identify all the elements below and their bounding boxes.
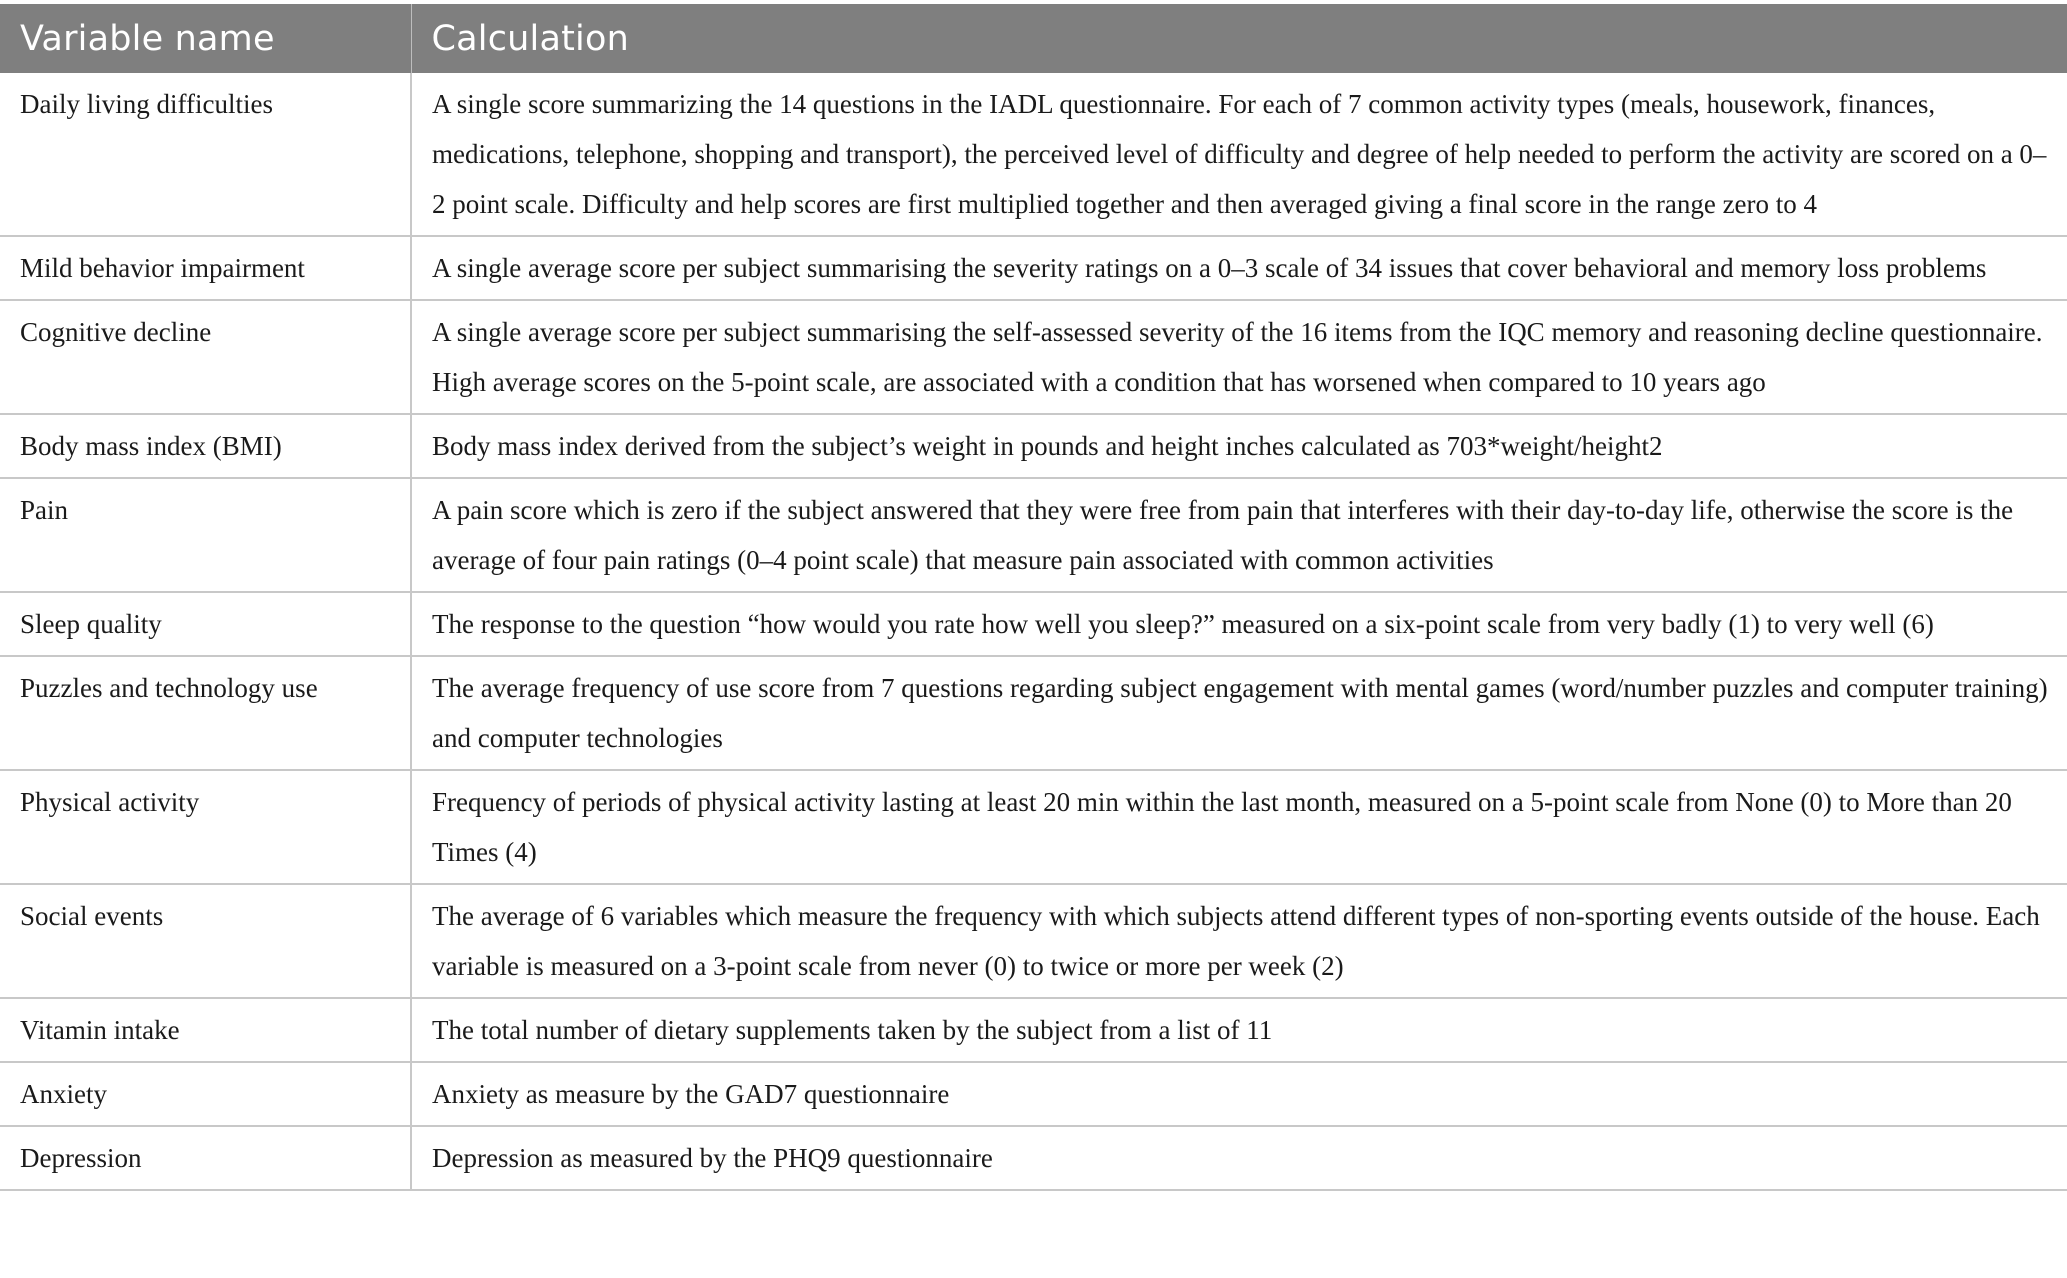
variable-name-cell: Anxiety bbox=[0, 1062, 411, 1126]
table-row bbox=[0, 236, 2067, 300]
table-row bbox=[0, 770, 2067, 884]
variable-name-cell: Body mass index (BMI) bbox=[0, 414, 411, 478]
calculation-cell: Frequency of periods of physical activity lasting at least 20 min within the last month, measured on a 5-point scale from None (0) to More than 20 Times (4) bbox=[411, 770, 2067, 884]
table-row bbox=[0, 478, 2067, 592]
table-row bbox=[0, 414, 2067, 478]
variable-name-cell: Puzzles and technology use bbox=[0, 656, 411, 770]
calculation-cell: A single average score per subject summarising the severity ratings on a 0–3 scale of 34 issues that cover behavioral and memory loss problems bbox=[411, 236, 2067, 300]
table-body bbox=[0, 73, 2067, 1190]
calculation-cell: Body mass index derived from the subject’s weight in pounds and height inches calculated as 703*weight/height2 bbox=[411, 414, 2067, 478]
variable-name-cell: Social events bbox=[0, 884, 411, 998]
variable-name-cell: Depression bbox=[0, 1126, 411, 1190]
table-row bbox=[0, 592, 2067, 656]
variable-name-cell: Mild behavior impairment bbox=[0, 236, 411, 300]
table-row bbox=[0, 300, 2067, 414]
table-row bbox=[0, 73, 2067, 236]
table-row bbox=[0, 884, 2067, 998]
calculation-cell: The total number of dietary supplements taken by the subject from a list of 11 bbox=[411, 998, 2067, 1062]
header-row bbox=[0, 4, 2067, 73]
variable-name-cell: Physical activity bbox=[0, 770, 411, 884]
table-row bbox=[0, 1062, 2067, 1126]
calculation-cell: A pain score which is zero if the subject answered that they were free from pain that interferes with their day-to-day life, otherwise the score is the average of four pain ratings (0–4 point scale) that measure pain associated with common activities bbox=[411, 478, 2067, 592]
variables-table-container bbox=[0, 4, 2067, 1191]
variable-name-cell: Vitamin intake bbox=[0, 998, 411, 1062]
table-row bbox=[0, 998, 2067, 1062]
variable-name-cell: Pain bbox=[0, 478, 411, 592]
header-calculation: Calculation bbox=[411, 4, 2067, 73]
variables-table bbox=[0, 4, 2067, 1191]
calculation-cell: A single score summarizing the 14 questions in the IADL questionnaire. For each of 7 common activity types (meals, housework, finances, medications, telephone, shopping and transport), the perceived level of difficulty and degree of help needed to perform the activity are scored on a 0–2 point scale. Difficulty and help scores are first multiplied together and then averaged giving a final score in the range zero to 4 bbox=[411, 73, 2067, 236]
calculation-cell: The response to the question “how would you rate how well you sleep?” measured on a six-point scale from very badly (1) to very well (6) bbox=[411, 592, 2067, 656]
variable-name-cell: Daily living difficulties bbox=[0, 73, 411, 236]
header-variable-name: Variable name bbox=[0, 4, 411, 73]
table-row bbox=[0, 656, 2067, 770]
calculation-cell: The average of 6 variables which measure the frequency with which subjects attend different types of non-sporting events outside of the house. Each variable is measured on a 3-point scale from never (0) to twice or more per week (2) bbox=[411, 884, 2067, 998]
calculation-cell: A single average score per subject summarising the self-assessed severity of the 16 items from the IQC memory and reasoning decline questionnaire. High average scores on the 5-point scale, are associated with a condition that has worsened when compared to 10 years ago bbox=[411, 300, 2067, 414]
table-header bbox=[0, 4, 2067, 73]
calculation-cell: The average frequency of use score from 7 questions regarding subject engagement with mental games (word/number puzzles and computer training) and computer technologies bbox=[411, 656, 2067, 770]
calculation-cell: Anxiety as measure by the GAD7 questionnaire bbox=[411, 1062, 2067, 1126]
variable-name-cell: Cognitive decline bbox=[0, 300, 411, 414]
calculation-cell: Depression as measured by the PHQ9 questionnaire bbox=[411, 1126, 2067, 1190]
variable-name-cell: Sleep quality bbox=[0, 592, 411, 656]
table-row bbox=[0, 1126, 2067, 1190]
